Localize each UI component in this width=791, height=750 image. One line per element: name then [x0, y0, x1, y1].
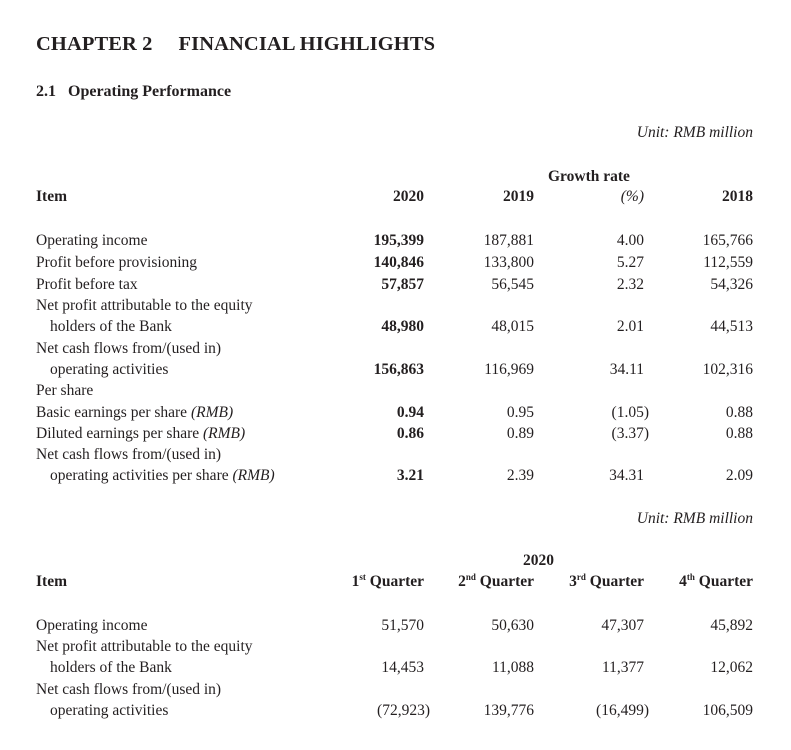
value-2020: 156,863 — [373, 361, 424, 378]
row-label: Operating income — [36, 232, 148, 249]
q4-word: Quarter — [698, 573, 753, 590]
table1-header-2018: 2018 — [722, 188, 753, 205]
value-2018: 102,316 — [702, 361, 753, 378]
value-2019: 116,969 — [484, 361, 534, 378]
chapter-name: FINANCIAL HIGHLIGHTS — [178, 33, 436, 55]
value-2020: 57,857 — [381, 276, 424, 293]
value-growth: (3.37) — [611, 425, 649, 442]
value-q2: 50,630 — [491, 617, 534, 634]
value-2018: 0.88 — [725, 404, 753, 421]
section-number: 2.1 — [36, 83, 56, 100]
table2-header-item: Item — [36, 573, 67, 590]
q3-word: Quarter — [589, 573, 644, 590]
value-q3: 47,307 — [601, 617, 644, 634]
q4-suffix: th — [686, 572, 695, 582]
value-q4: 45,892 — [710, 617, 753, 634]
section-title — [36, 83, 231, 101]
table2-header-q2 — [458, 573, 534, 591]
table2-header-year: 2020 — [523, 552, 554, 569]
row-label: Operating income — [36, 617, 148, 634]
value-growth: 2.32 — [616, 276, 644, 293]
value-2018: 112,559 — [703, 254, 753, 271]
value-2019: 133,800 — [483, 254, 534, 271]
table1-header-item: Item — [36, 188, 67, 205]
value-q1: 51,570 — [381, 617, 424, 634]
q1-word: Quarter — [369, 573, 424, 590]
value-growth: (1.05) — [611, 404, 649, 421]
q3-number: 3 — [569, 573, 577, 590]
value-2020: 0.86 — [396, 425, 424, 442]
row-label-continued: operating activities — [50, 361, 169, 378]
value-2020: 195,399 — [373, 232, 424, 249]
row-label-continued — [50, 467, 275, 485]
value-2018: 165,766 — [702, 232, 753, 249]
row-label: Net cash flows from/(used in) — [36, 681, 222, 698]
value-growth: 34.11 — [609, 361, 644, 378]
value-growth: 34.31 — [609, 467, 644, 484]
chapter-number: CHAPTER 2 — [36, 33, 153, 55]
value-q3: 11,377 — [601, 659, 644, 676]
value-2018: 2.09 — [725, 467, 753, 484]
row-label — [36, 404, 233, 422]
value-2019: 0.95 — [506, 404, 534, 421]
table1-header-growth-unit: (%) — [620, 188, 644, 205]
table1-header-2020: 2020 — [393, 188, 424, 205]
value-growth: 4.00 — [616, 232, 644, 249]
table1-unit-note: Unit: RMB million — [636, 124, 753, 141]
value-2018: 44,513 — [710, 318, 753, 335]
q3-suffix: rd — [576, 572, 586, 582]
row-label — [36, 425, 245, 443]
row-label-text: Basic earnings per share — [36, 404, 188, 421]
row-label-unit: (RMB) — [190, 404, 234, 421]
value-q1: (72,923) — [377, 702, 430, 719]
q1-number: 1 — [351, 573, 360, 590]
value-q2: 11,088 — [491, 659, 534, 676]
value-2019: 56,545 — [491, 276, 534, 293]
chapter-title — [36, 33, 435, 56]
table1-header-growth-rate: Growth rate — [548, 168, 630, 185]
value-2020: 0.94 — [396, 404, 424, 421]
row-label: Net cash flows from/(used in) — [36, 446, 222, 463]
value-2020: 3.21 — [396, 467, 424, 484]
q2-word: Quarter — [479, 573, 534, 590]
q2-suffix: nd — [465, 572, 476, 582]
value-2019: 48,015 — [491, 318, 534, 335]
row-label-text: Diluted earnings per share — [36, 425, 200, 442]
row-label: Profit before provisioning — [36, 254, 198, 271]
q4-number: 4 — [679, 573, 687, 590]
value-2019: 0.89 — [506, 425, 534, 442]
value-2018: 54,326 — [710, 276, 753, 293]
section-name: Operating Performance — [68, 83, 232, 100]
row-label: Profit before tax — [36, 276, 138, 293]
q1-suffix: st — [359, 572, 366, 582]
value-growth: 5.27 — [616, 254, 644, 271]
table2-header-q3 — [569, 573, 644, 591]
row-label-continued: holders of the Bank — [50, 659, 172, 676]
row-label-unit: (RMB) — [232, 467, 275, 484]
value-2019: 187,881 — [483, 232, 534, 249]
row-label: Per share — [36, 382, 94, 399]
value-2020: 140,846 — [373, 254, 424, 271]
value-growth: 2.01 — [616, 318, 644, 335]
row-label: Net profit attributable to the equity — [36, 297, 253, 314]
table2-unit-note: Unit: RMB million — [636, 510, 753, 527]
row-label-continued: holders of the Bank — [50, 318, 172, 335]
table2-header-q4 — [679, 573, 753, 591]
value-2018: 0.88 — [725, 425, 753, 442]
table1-header-2019: 2019 — [503, 188, 534, 205]
value-2020: 48,980 — [381, 318, 424, 335]
value-q1: 14,453 — [381, 659, 424, 676]
value-q3: (16,499) — [596, 702, 649, 719]
table2-header-q1 — [352, 573, 424, 591]
row-label-text: operating activities per share — [50, 467, 229, 484]
value-q2: 139,776 — [483, 702, 534, 719]
row-label: Net cash flows from/(used in) — [36, 340, 222, 357]
row-label: Net profit attributable to the equity — [36, 638, 253, 655]
q2-number: 2 — [458, 573, 466, 590]
row-label-continued: operating activities — [50, 702, 169, 719]
value-q4: 106,509 — [702, 702, 753, 719]
row-label-unit: (RMB) — [203, 425, 246, 442]
value-2019: 2.39 — [506, 467, 534, 484]
value-q4: 12,062 — [710, 659, 753, 676]
